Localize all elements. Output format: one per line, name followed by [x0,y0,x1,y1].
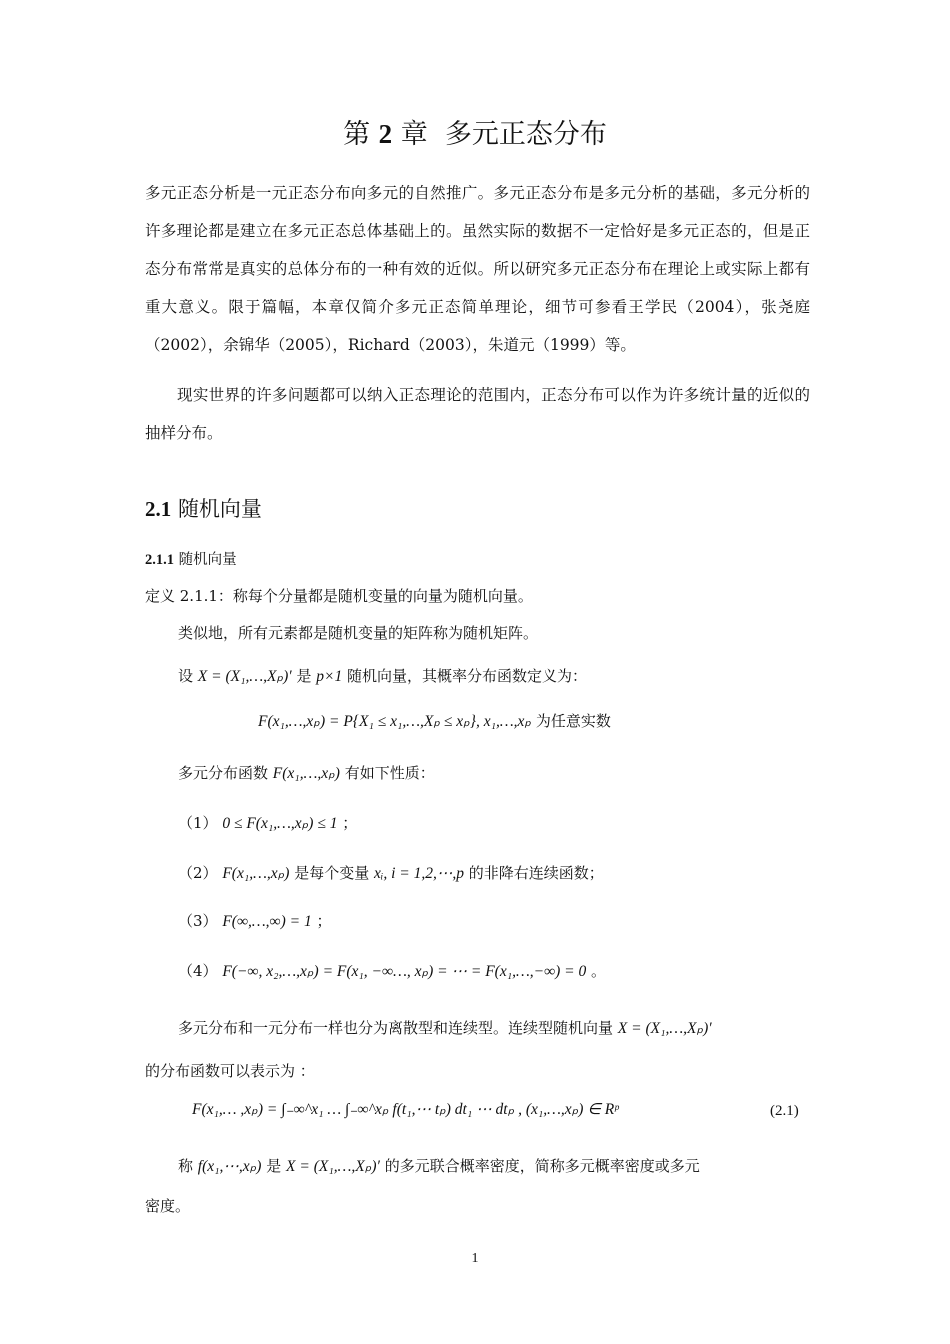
property-2: （2） F(x₁,…,xₚ) 是每个变量 xᵢ, i = 1,2,⋯,p 的非降右连续函数； [178,864,604,882]
continuous-vector-formula: X = (X₁,…,Xₚ)′ [617,1020,712,1037]
section-heading: 2.1 随机向量 [145,497,262,521]
property-3: （3） F(∞,…,∞) = 1 ； [178,912,332,930]
continuous-type-line-2: 的分布函数可以表示为 ： [145,1062,315,1080]
properties-formula: F(x₁,…,xₚ) [272,765,340,782]
cdf-formula: F(x₁,…,xₚ) = P{X₁ ≤ x₁,…,Xₚ ≤ xₚ}, x₁,…,xₚ [258,713,532,730]
density-definition-line-2: 密度。 [145,1197,191,1215]
definition-text: 定义 2.1.1：称每个分量都是随机变量的向量为随机向量。 [145,587,533,605]
property-1: （1） 0 ≤ F(x₁,…,xₚ) ≤ 1 ； [178,814,358,832]
properties-intro-line: 多元分布函数 F(x₁,…,xₚ) 有如下性质： [178,764,435,782]
chapter-title: 第 2 章 多元正态分布 [343,119,607,150]
random-vector-definition-line: 设 X = (X₁,…,Xₚ)′ 是 p×1 随机向量，其概率分布函数定义为： [178,667,588,685]
density-definition-line: 称 f(x₁,⋯,xₚ) 是 X = (X₁,…,Xₚ)′ 的多元联合概率密度，简称多元概率密度或多元 [178,1157,700,1175]
equation-number: (2.1) [770,1103,799,1119]
subsection-heading: 2.1.1 随机向量 [145,552,237,568]
intro-paragraph-2: 现实世界的许多问题都可以纳入正态理论的范围内，正态分布可以作为许多统计量的近似的抽样分布。 [145,386,810,442]
dimension-formula: p×1 [316,668,343,685]
property-4: （4） F(−∞, x₂,…,xₚ) = F(x₁, −∞…, xₚ) = ⋯ = F(x₁,…,−∞) = 0 。 [178,962,607,980]
continuous-type-line: 多元分布和一元分布一样也分为离散型和连续型。连续型随机向量 X = (X₁,…,Xₚ)′ [178,1019,712,1037]
random-matrix-text: 类似地，所有元素都是随机变量的矩阵称为随机矩阵。 [178,624,539,642]
vector-x-formula: X = (X₁,…,Xₚ)′ [197,668,292,685]
integral-equation: F(x₁,… ,xₚ) = ∫₋∞^x₁ … ∫₋∞^xₚ f(t₁,⋯ tₚ) dt₁ ⋯ dtₚ , (x₁,…,xₚ) ∈ Rᵖ [192,1101,619,1118]
page-number: 1 [471,1251,479,1266]
intro-paragraph-1: 多元正态分析是一元正态分布向多元的自然推广。多元正态分布是多元分析的基础，多元分析的许多理论都是建立在多元正态总体基础上的。虽然实际的数据不一定恰好是多元正态的，但是正态分布常常是真实的总体分布的一种有效的近似。所以研究多元正态分布在理论上或实际上都有重大意义。限于篇幅，本章仅简介多元正态简单理论，细节可参看王学民（2004），张尧庭（2002），余锦华（2005），Richard（2003），朱道元（1999）等。 [145,184,810,354]
cdf-definition-line: F(x₁,…,xₚ) = P{X₁ ≤ x₁,…,Xₚ ≤ xₚ}, x₁,…,xₚ 为任意实数 [258,712,611,730]
